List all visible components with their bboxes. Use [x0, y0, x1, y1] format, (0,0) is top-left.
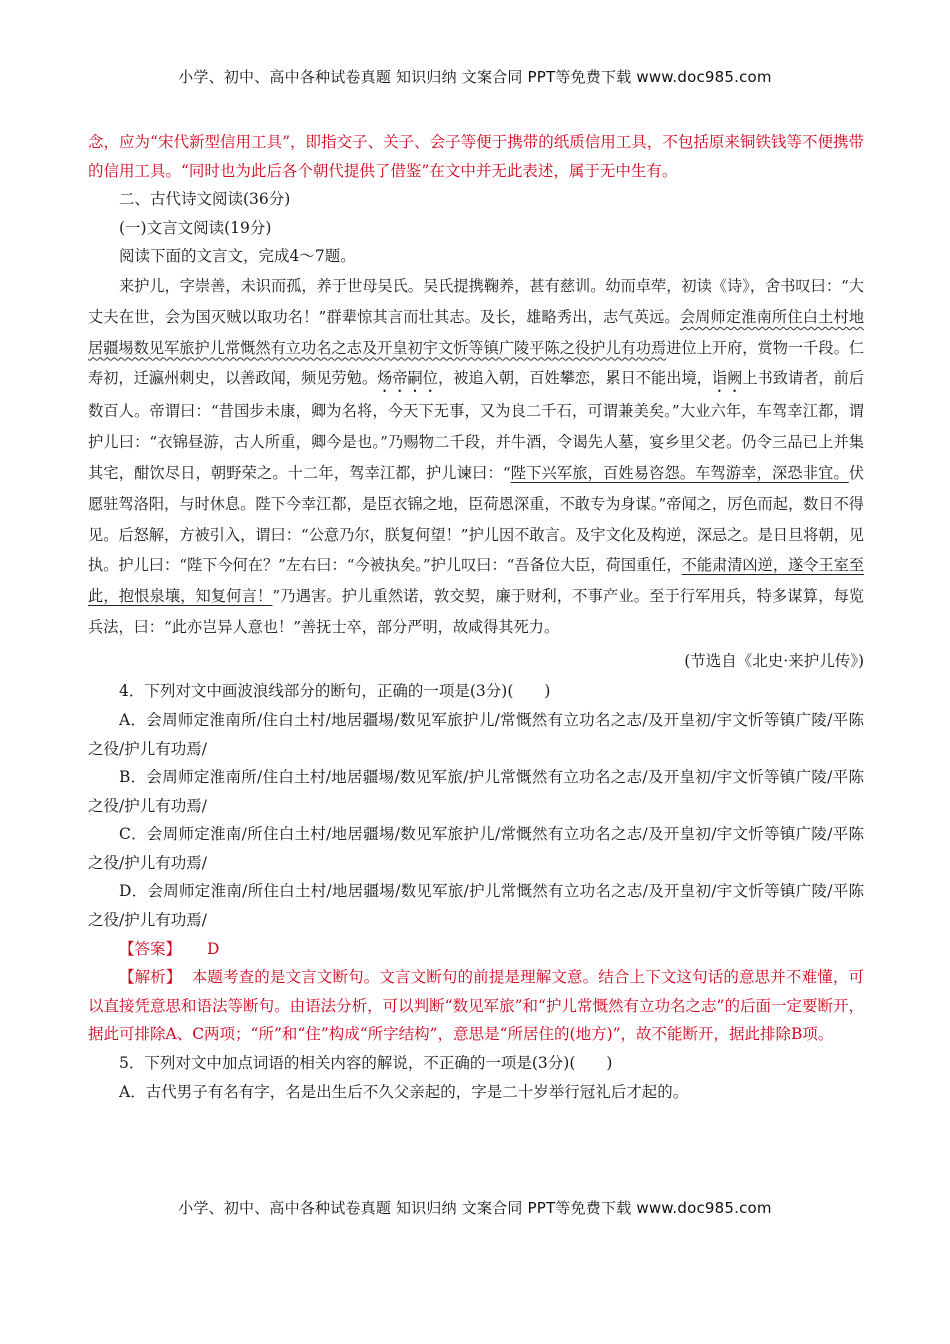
question-4-option-c: C．会周师定淮南/所住白土村/地居疆埸/数见军旅护儿/常慨然有立功名之志/及开皇初/宇文忻等镇广陵/平陈之役/护儿有功焉/ [88, 825, 864, 872]
passage-text: ，被追入朝，百姓攀恋，累日不能出境， [437, 369, 712, 388]
question-4-option-b: B．会周师定淮南所/住白土村/地居疆埸/数见军旅/护儿常慨然有立功名之志/及开皇初/宇文忻等镇广陵/平陈之役/护儿有功焉/ [88, 768, 864, 815]
question-4-stem: 4．下列对文中画波浪线部分的断句，正确的一项是(3分)( ) [119, 682, 551, 701]
analysis-label: 【解析】 [119, 968, 182, 987]
section-title: 二、古代诗文阅读(36分) [119, 190, 291, 209]
passage-text: ”乃遇害。护儿重然诺，敦交契，廉于财利，不事产业。至于行军用兵，特多谋算，每览兵法，曰：“此亦岂异人意也！”善抚士卒，部分严明，故咸得其死力。 [88, 587, 865, 636]
passage-text: 上书致请者，前后数百人。帝谓曰：“昔国步未康，卿为名将，今天下无事，又为良二千石，可谓兼美矣。”大业六年，车驾幸江都，谓护儿曰：“衣锦昼游，古人所重，卿今是也。”乃赐物二千段，并牛酒，令谒先人墓，宴乡里父老。仍令三品已上并集其宅，酣饮尽日，朝野荣之。十二年，驾幸江都，护儿谏曰：“ [88, 369, 865, 482]
document-body [88, 128, 864, 1106]
header-banner: 小学、初中、高中各种试卷真题 知识归纳 文案合同 PPT等免费下载 www.doc985.com [178, 68, 772, 86]
passage-source: (节选自《北史·来护儿传》) [684, 651, 864, 670]
subsection-title: (一)文言文阅读(19分) [119, 218, 272, 237]
reading-instruction: 阅读下面的文言文，完成4～7题。 [119, 247, 356, 266]
previous-analysis: 念，应为“宋代新型信用工具”，即指交子、关子、会子等便于携带的纸质信用工具，不包括原来铜铁钱等不便携带的信用工具。“同时也为此后各个朝代提供了借鉴”在文中并无此表述，属于无中生有。 [88, 133, 864, 180]
analysis-text: 本题考查的是文言文断句。文言文断句的前提是理解文意。结合上下文这句话的意思并不难懂，可以直接凭意思和语法等断句。由语法分析，可以判断“数见军旅”和“护儿常慨然有立功名之志”的后面一定要断开，据此可排除A、C两项；“所”和“住”构成“所字结构”，意思是“所居住的(地方)”，故不能断开，据此排除B项。 [88, 968, 864, 1044]
question-5-stem: 5．下列对文中加点词语的相关内容的解说，不正确的一项是(3分)( ) [119, 1054, 613, 1073]
dotted-term: 炀帝嗣位 [377, 369, 438, 388]
answer-value: D [207, 939, 220, 958]
passage-text: 来护儿，字崇善，未识而孤，养于世母吴氏。吴氏提携鞠养，甚有慈训。幼而卓荦，初读《诗》，舍书叹曰：“大丈夫在世，会为国灭贼以取功名！”群辈惊其言而壮其志。及长，雄略秀出，志气英远。 [88, 276, 864, 326]
wavy-underlined-text: 会周师定淮南所住白土村地居疆埸数见军旅护儿常慨然有立功名之志及开皇初宇文忻等镇广陵平陈之役护儿有功焉 [88, 307, 865, 357]
question-4-option-d: D．会周师定淮南/所住白土村/地居疆埸/数见军旅/护儿常慨然有立功名之志/及开皇初/宇文忻等镇广陵/平陈之役/护儿有功焉/ [88, 882, 864, 930]
question-4-option-a: A．会周师定淮南所/住白土村/地居疆埸/数见军旅护儿/常慨然有立功名之志/及开皇初/宇文忻等镇广陵/平陈之役/护儿有功焉/ [88, 710, 864, 758]
passage-text: 伏愿驻驾洛阳，与时休息。陛下今幸江都，是臣衣锦之地，臣荷恩深重，不敢专为身谋。”帝闻之，厉色而起，数日不得见。后怒解，方被引入，谓曰：“公意乃尔，朕复何望！”护儿因不敢言。及宇文化及构逆，深忌之。是日旦将朝，见执。护儿曰：“陛下今何在？”左右曰：“今被执矣。”护儿叹曰：“吾备位大臣，荷国重任， [88, 463, 865, 575]
dotted-term: 诣阙 [711, 369, 743, 388]
answer-label: 【答案】 [119, 939, 182, 958]
question-5-option-a: A．古代男子有名有字，名是出生后不久父亲起的，字是二十岁举行冠礼后才起的。 [119, 1082, 689, 1101]
classical-passage [88, 271, 864, 643]
analysis-paragraph [88, 963, 864, 1049]
footer-banner: 小学、初中、高中各种试卷真题 知识归纳 文案合同 PPT等免费下载 www.doc985.com [178, 1199, 772, 1217]
underlined-sentence: 陛下兴军旅，百姓易咨怨。车驾游幸，深恐非宜。 [510, 463, 849, 482]
passage-text: 进位上开府，赏物一千段。仁寿初，迁瀛州刺史，以善政闻，频见劳勉。 [88, 338, 865, 388]
underlined-sentence: 不能肃清凶逆，遂令王室至此，抱恨泉壤，知复何言！ [88, 556, 864, 606]
answer-line [88, 935, 864, 964]
